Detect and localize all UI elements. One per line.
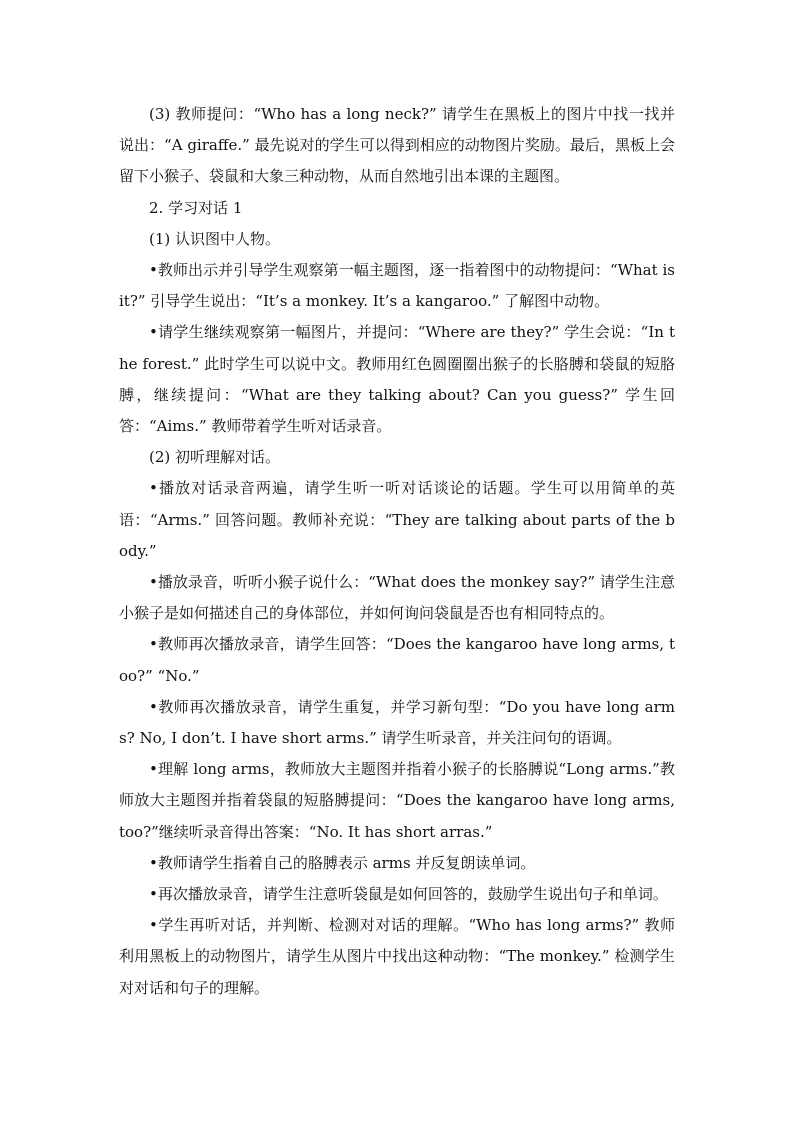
- subheading-first-listening: (2) 初听理解对话。: [149, 448, 281, 467]
- paragraph-new-sentence-pattern: •教师再次播放录音，请学生重复，并学习新句型：“Do you have long arms? No, I don’t. I have short arms.” 请学生听录音，并关注问句的语调。: [119, 697, 675, 748]
- paragraph-play-recording-twice: •播放对话录音两遍，请学生听一听对话谈论的话题。学生可以用简单的英语：“Arms.” 回答问题。教师补充说：“They are talking about parts of the body.”: [119, 479, 675, 560]
- paragraph-check-understanding: •学生再听对话，并判断、检测对对话的理解。“Who has long arms?” 教师利用黑板上的动物图片，请学生从图片中找出这种动物：“The monkey.” 检测学生对对话和句子的理解。: [119, 916, 675, 997]
- document-body: [119, 99, 675, 1004]
- paragraph-what-does-monkey-say: •播放录音，听听小猴子说什么：“What does the monkey say?” 请学生注意小猴子是如何描述自己的身体部位，并如何询问袋鼠是否也有相同特点的。: [119, 573, 675, 623]
- paragraph-point-at-arms: •教师请学生指着自己的胳膊表示 arms 并反复朗读单词。: [149, 853, 536, 872]
- paragraph-where-are-they: •请学生继续观察第一幅图片，并提问：“Where are they?” 学生会说：“In the forest.” 此时学生可以说中文。教师用红色圆圈圈出猴子的长胳膊和袋鼠的短胳膊，继续提问：“What are they talking about? Can you guess?” 学生回答：“Aims.” 教师带着学生听对话录音。: [119, 323, 675, 436]
- paragraph-understand-long-arms: •理解 long arms，教师放大主题图并指着小猴子的长胳膊说“Long arms.”教师放大主题图并指着袋鼠的短胳膊提问：“Does the kangaroo have long arms, too?”继续听录音得出答案：“No. It has short arras.”: [119, 760, 675, 841]
- subheading-identify-characters: (1) 认识图中人物。: [149, 229, 281, 248]
- paragraph-replay-recording: •再次播放录音，请学生注意听袋鼠是如何回答的，鼓励学生说出句子和单词。: [149, 885, 668, 904]
- section-heading-dialogue-1: 2. 学习对话 1: [149, 198, 243, 217]
- paragraph-kangaroo-long-arms: •教师再次播放录音，请学生回答：“Does the kangaroo have long arms, too?” “No.”: [119, 635, 675, 685]
- paragraph-observe-first-picture: •教师出示并引导学生观察第一幅主题图，逐一指着图中的动物提问：“What is it?” 引导学生说出：“It’s a monkey. It’s a kangaroo.” 了解图中动物。: [119, 261, 675, 311]
- paragraph-question-neck: (3) 教师提问：“Who has a long neck?” 请学生在黑板上的图片中找一找并说出：“A giraffe.” 最先说对的学生可以得到相应的动物图片奖励。最后，黑板上会留下小猴子、袋鼠和大象三种动物，从而自然地引出本课的主题图。: [119, 105, 675, 186]
